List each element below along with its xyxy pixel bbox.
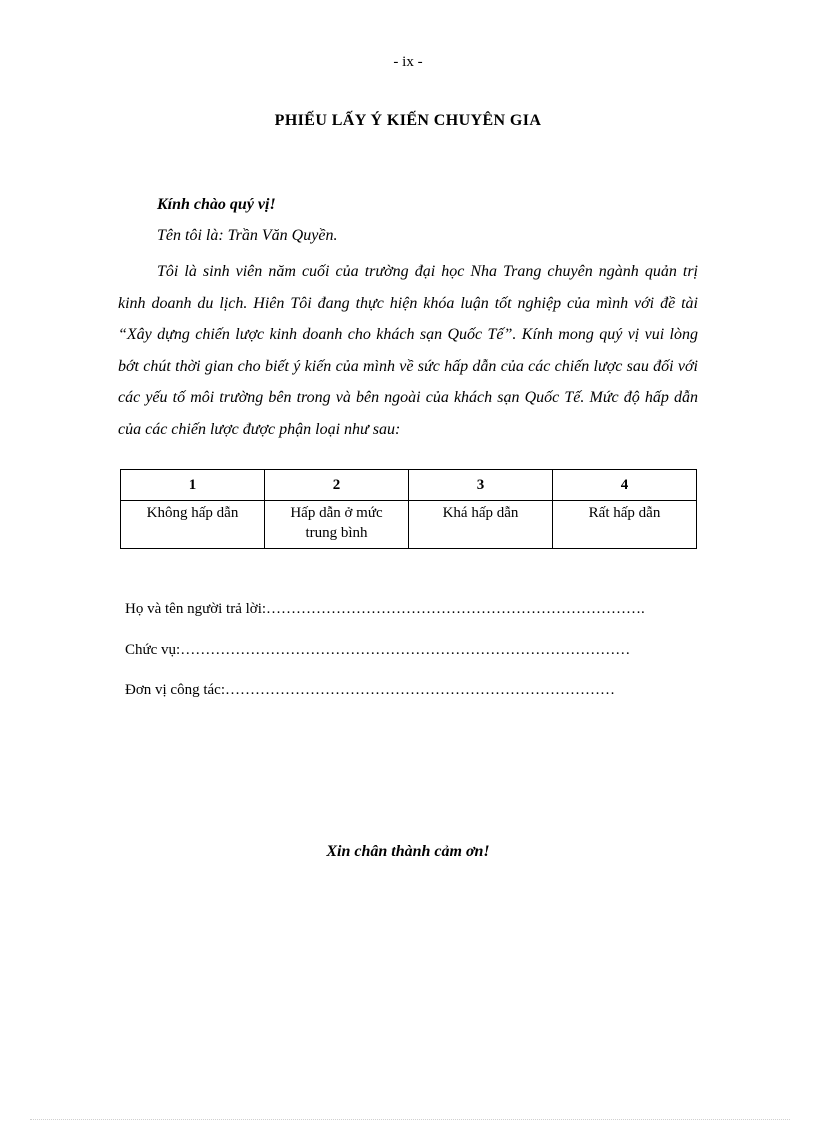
page-number: - ix - [393, 54, 423, 70]
document-title: PHIẾU LẤY Ý KIẾN CHUYÊN GIA [274, 112, 542, 129]
position-field: Chức vụ:……………………………………………………………………………… [125, 642, 631, 658]
scale-header-4: 4 [553, 470, 697, 501]
attractiveness-scale-table [120, 469, 697, 549]
body-paragraph: Tôi là sinh viên năm cuối của trường đại học Nha Trang chuyên ngành quản trị kinh doanh du lịch. Hiên Tôi đang thực hiện khóa luận tốt nghiệp của mình với đề tài “Xây dựng chiến lược kinh doanh cho khách sạn Quốc Tế”. Kính mong quý vị vui lòng bớt chút thời gian cho biết ý kiến của mình về sức hấp dẫn của các chiến lược sau đối với các yếu tố môi trường bên trong và bên ngoài của khách sạn Quốc Tế. Mức độ hấp dẫn của các chiến lược được phận loại như sau: [118, 263, 698, 438]
scale-label-2: Hấp dẫn ở mức trung bình [265, 501, 409, 549]
table-header-row [121, 470, 697, 501]
page-edge-divider [30, 1119, 790, 1120]
workplace-field: Đơn vị công tác:…………………………………………………………………… [125, 682, 615, 698]
closing-thanks: Xin chân thành cảm ơn! [326, 843, 490, 860]
scale-header-3: 3 [409, 470, 553, 501]
author-intro: Tên tôi là: Trần Văn Quyền. [157, 227, 338, 244]
scale-label-3: Khá hấp dẫn [409, 501, 553, 549]
respondent-name-field: Họ và tên người trả lời:…………………………………………………………………. [125, 601, 645, 617]
greeting: Kính chào quý vị! [157, 196, 276, 213]
scale-label-1: Không hấp dẫn [121, 501, 265, 549]
scale-header-2: 2 [265, 470, 409, 501]
table-row [121, 501, 697, 549]
scale-label-4: Rất hấp dẫn [553, 501, 697, 549]
scale-header-1: 1 [121, 470, 265, 501]
